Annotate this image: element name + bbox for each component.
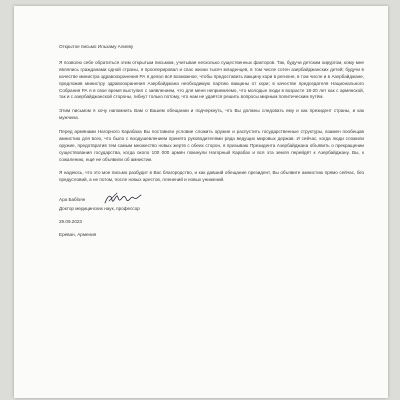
signature-row bbox=[59, 192, 364, 206]
letter-paragraph-2: Этим письмом я хочу напомнить Вам о Вашем обещании и подчеркнуть, что Вы должны следовать ему и как президент страны, и как мужчина. bbox=[59, 108, 364, 121]
letter-paragraph-4: Я надеюсь, что это мое письмо разбудит в Вас благородство, и как давший обещание президент, Вы объявите амнистию прямо сейчас, без предусловий, а не потом, после новых арестов, пленений и новых унижений. bbox=[59, 170, 364, 183]
signer-title: Доктор медицинских наук, профессор bbox=[59, 206, 140, 212]
signature-block bbox=[59, 192, 364, 239]
letter-place: Ереван, Армения bbox=[59, 231, 97, 237]
letter-page bbox=[14, 6, 388, 398]
letter-paragraph-3: Перед армянами Нагорного Карабаха Вы поставили условие сложить оружие и распустить государственные структуры, взамен пообещав амнистию для всех, что было с воодушевлением принято руководителями ряда ведущих мировых держав. И сейчас, когда люди сложили оружие, предотвратив тем самым множество новых жертв с обеих сторон, я призываю Президента Азербайджана объявить о прекращении существования государства, когда около 100 000 армян покинули Нагорный Карабах и вся эта земля перейдёт к Азербайджану. Вы, к сожалению, ещё не объявили об амнистии. bbox=[59, 128, 364, 162]
signer-name: Ара Бабloян bbox=[59, 197, 86, 203]
letter-salutation: Открытое письмо Ильхаму Алиеву bbox=[59, 44, 134, 49]
letter-body bbox=[59, 44, 364, 239]
letter-date: 29.09.2023 bbox=[59, 219, 82, 225]
handwritten-signature bbox=[103, 191, 143, 207]
letter-paragraph-1: Я позволю себе обратиться этим открытым письмом, учитывая несколько существенных факторов. Так, будучи детским хирургом, кому мне являлись гражданами одной страны, я прооперировал и спас жизни тысяч младенцев, в том числе сотен азербайджанских детей; будучи в качестве министра здравоохранения РА я делал всё возможное, чтобы предоставить вакцину кори в регионе, в том числе и в Азербайджане, предложив министру здравоохранения Азербайджана необходимую партию вакцины от кори; в качестве председателя Национального Собрания РА я в свое время выступил с заявлением, что для меня неприемлемо, что молодые люди в возрасте 18-20 лет как с армянской, так и с азербайджанской стороны, гибнут только потому, что нам не удаётся решить вопросы мирным политическим путём. bbox=[59, 59, 364, 100]
